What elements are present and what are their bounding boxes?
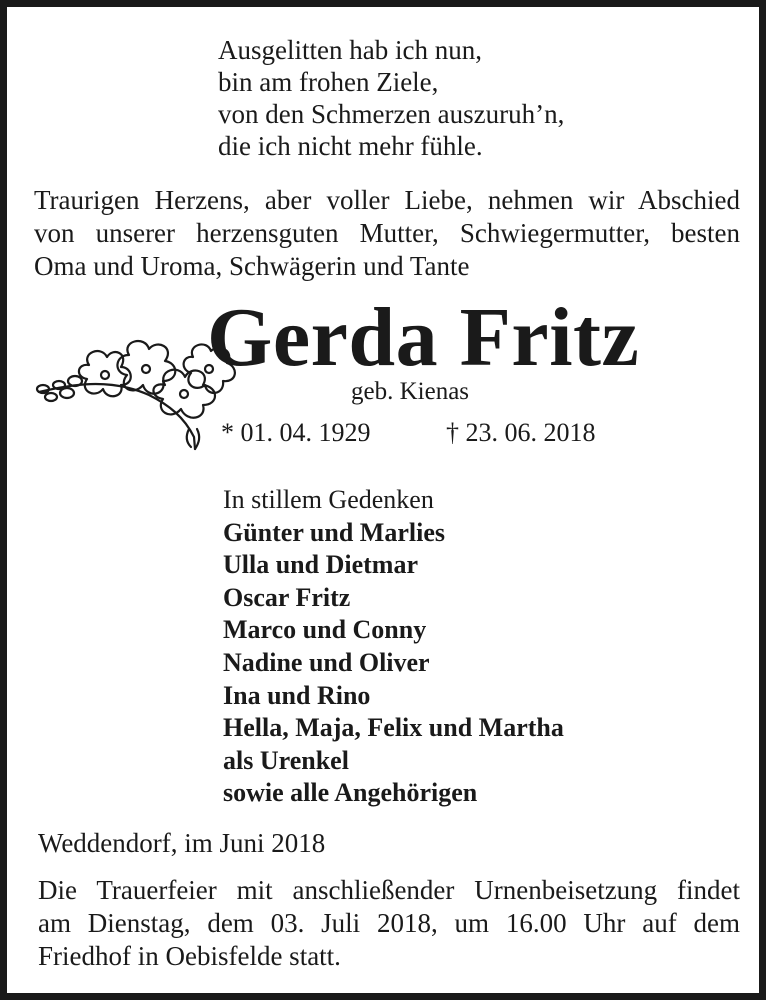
mourner-name: Ulla und Dietmar — [223, 550, 418, 580]
poem-line: Ausgelitten hab ich nun, — [218, 35, 482, 65]
intro-line: von unserer herzensguten Mutter, Schwiegermutter, besten — [34, 218, 740, 248]
memorial-poem — [218, 34, 564, 162]
funeral-line: Friedhof in Oebisfelde statt. — [38, 941, 341, 971]
poem-line: von den Schmerzen auszuruh’n, — [218, 99, 565, 129]
death-date: † 23. 06. 2018 — [446, 418, 596, 447]
birth-name: geb. Kienas — [351, 378, 470, 405]
mourner-name: Nadine und Oliver — [223, 647, 430, 677]
funeral-line: Die Trauerfeier mit anschließender Urnenbeisetzung findet — [38, 875, 740, 905]
mourner-name: sowie alle Angehörigen — [223, 778, 478, 808]
birth-date: * 01. 04. 1929 — [221, 418, 371, 447]
mourner-name: als Urenkel — [223, 745, 349, 775]
place-date: Weddendorf, im Juni 2018 — [38, 828, 326, 858]
mourner-name: Günter und Marlies — [223, 517, 445, 547]
mourner-name: Hella, Maja, Felix und Martha — [223, 713, 564, 743]
mourner-name: Oscar Fritz — [223, 582, 351, 612]
mourner-name: Ina und Rino — [223, 680, 371, 710]
deceased-name: Gerda Fritz — [207, 291, 640, 384]
poem-line: bin am frohen Ziele, — [218, 67, 439, 97]
mourners-lead: In stillem Gedenken — [223, 485, 434, 514]
mourner-name: Marco und Conny — [223, 615, 427, 645]
intro-line: Traurigen Herzens, aber voller Liebe, nehmen wir Abschied — [34, 185, 740, 215]
funeral-details — [38, 874, 740, 973]
funeral-line: am Dienstag, dem 03. Juli 2018, um 16.00 Uhr auf dem — [38, 908, 740, 938]
mourners-list — [223, 484, 564, 810]
farewell-intro — [34, 184, 740, 283]
poem-line: die ich nicht mehr fühle. — [218, 131, 483, 161]
intro-line: Oma und Uroma, Schwägerin und Tante — [34, 251, 470, 281]
